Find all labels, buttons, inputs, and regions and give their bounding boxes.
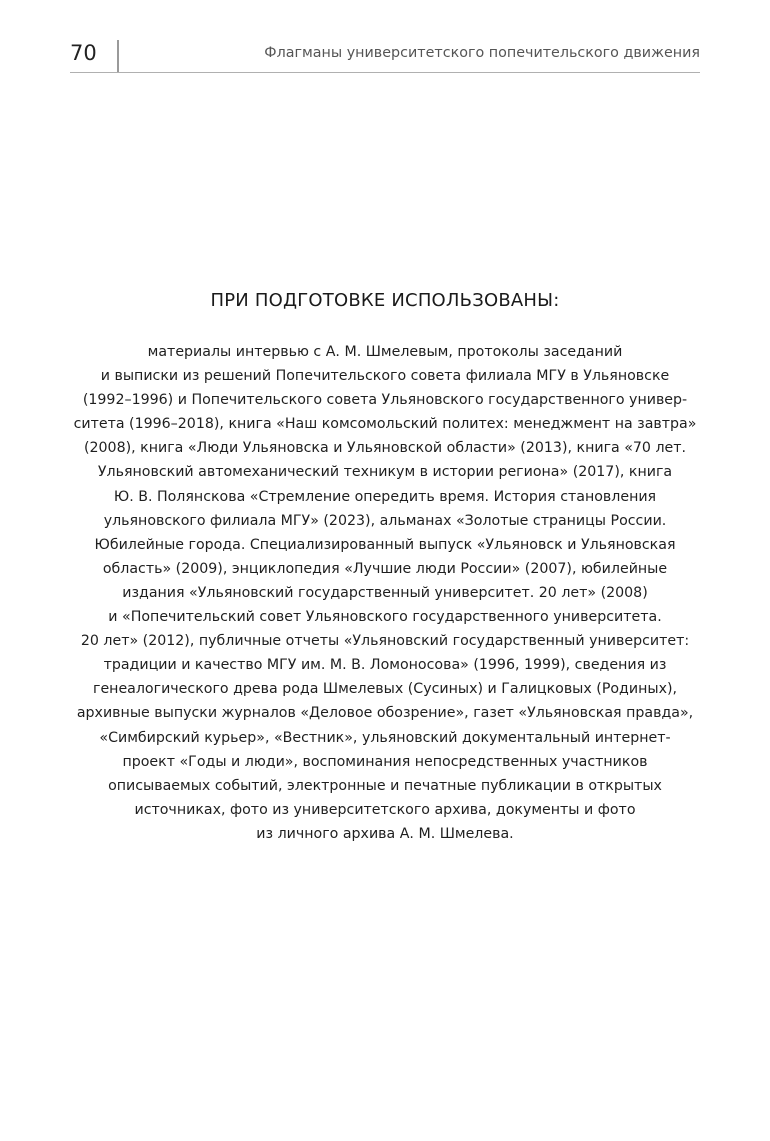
paragraph-line: архивные выпуски журналов «Деловое обозрение», газет «Ульяновская правда»,: [76, 705, 694, 722]
paragraph-line: и выписки из решений Попечительского совета филиала МГУ в Ульяновске: [100, 368, 670, 385]
paragraph-line: «Симбирский курьер», «Вестник», ульяновский документальный интернет-: [99, 729, 671, 746]
paragraph-line: и «Попечительский совет Ульяновского государственного университета.: [108, 609, 662, 626]
section-heading: ПРИ ПОДГОТОВКЕ ИСПОЛЬЗОВАНЫ:: [210, 290, 560, 311]
paragraph-line: ульяновского филиала МГУ» (2023), альманах «Золотые страницы России.: [103, 512, 667, 529]
paragraph-line: издания «Ульяновский государственный университет. 20 лет» (2008): [122, 584, 648, 601]
running-title: Флагманы университетского попечительского движения: [264, 45, 700, 61]
paragraph-line: генеалогического древа рода Шмелевых (Сусиных) и Галицковых (Родиных),: [92, 681, 678, 698]
sources-paragraph: [40, 340, 730, 846]
paragraph-line: традиции и качество МГУ им. М. В. Ломоносова» (1996, 1999), сведения из: [103, 657, 667, 674]
paragraph-line: проект «Годы и люди», воспоминания непосредственных участников: [122, 753, 648, 770]
paragraph-line: Юбилейные города. Специализированный выпуск «Ульяновск и Ульяновская: [94, 536, 676, 553]
page-number: 70: [70, 41, 97, 65]
paragraph-line: область» (2009), энциклопедия «Лучшие люди России» (2007), юбилейные: [102, 560, 668, 577]
paragraph-line: описываемых событий, электронные и печатные публикации в открытых: [108, 777, 662, 794]
paragraph-line: Ю. В. Полянскова «Стремление опередить время. История становления: [113, 488, 657, 505]
header-rule: [70, 72, 700, 73]
paragraph-line: 20 лет» (2012), публичные отчеты «Ульяновский государственный университет:: [80, 633, 690, 650]
paragraph-line: (1992–1996) и Попечительского совета Ульяновского государственного универ-: [82, 392, 688, 409]
paragraph-line: из личного архива А. М. Шмелева.: [256, 825, 514, 842]
paragraph-line: источниках, фото из университетского архива, документы и фото: [134, 801, 636, 818]
paragraph-line: (2008), книга «Люди Ульяновска и Ульяновской области» (2013), книга «70 лет.: [83, 440, 687, 457]
paragraph-line: ситета (1996–2018), книга «Наш комсомольский политех: менеджмент на завтра»: [73, 416, 697, 433]
paragraph-line: материалы интервью с А. М. Шмелевым, протоколы заседаний: [147, 344, 623, 360]
paragraph-line: Ульяновский автомеханический техникум в истории региона» (2017), книга: [97, 464, 673, 481]
header-divider: [117, 40, 119, 73]
